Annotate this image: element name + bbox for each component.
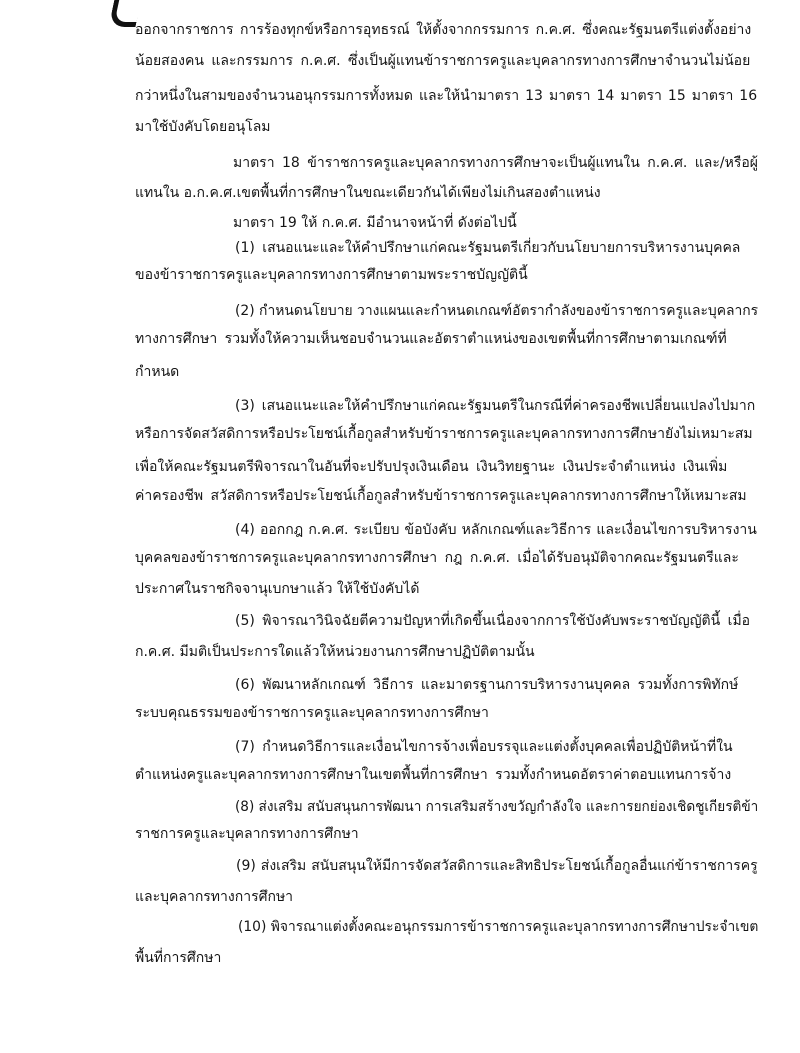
- text-line: (2) กำหนดนโยบาย วางแผนและกำหนดเกณฑ์อัตรากำลังของข้าราชการครูและบุคลากร: [235, 303, 759, 319]
- text-line: หรือการจัดสวัสดิการหรือประโยชน์เกื้อกูลสำหรับข้าราชการครูและบุคลากรทางการศึกษายังไม่เหมาะสม: [135, 426, 753, 442]
- text-line: ตำแหน่งครูและบุคลากรทางการศึกษาในเขตพื้นที่การศึกษา รวมทั้งกำหนดอัตราค่าตอบแทนการจ้าง: [135, 767, 732, 783]
- text-line: เพื่อให้คณะรัฐมนตรีพิจารณาในอันที่จะปรับปรุงเงินเดือน เงินวิทยฐานะ เงินประจำตำแหน่ง เงินเพิ่ม: [135, 459, 728, 475]
- text-line: กว่าหนึ่งในสามของจำนวนอนุกรรมการทั้งหมด และให้นำมาตรา 13 มาตรา 14 มาตรา 15 มาตรา 16: [135, 88, 758, 104]
- text-line: น้อยสองคน และกรรมการ ก.ค.ศ. ซึ่งเป็นผู้แทนข้าราชการครูและบุคลากรทางการศึกษาจำนวนไม่น้อย: [135, 53, 751, 69]
- text-line: (1) เสนอแนะและให้คำปรึกษาแก่คณะรัฐมนตรีเกี่ยวกับนโยบายการบริหารงานบุคคล: [235, 240, 741, 256]
- text-line: ของข้าราชการครูและบุคลากรทางการศึกษาตามพระราชบัญญัตินี้: [135, 267, 528, 283]
- text-line: ประกาศในราชกิจจานุเบกษาแล้ว ให้ใช้บังคับได้: [135, 581, 420, 597]
- text-line: พื้นที่การศึกษา: [135, 950, 222, 966]
- text-line: (3) เสนอแนะและให้คำปรึกษาแก่คณะรัฐมนตรีในกรณีที่ค่าครองชีพเปลี่ยนแปลงไปมาก: [235, 398, 756, 414]
- text-line: ออกจากราชการ การร้องทุกข์หรือการอุทธรณ์ ให้ตั้งจากกรรมการ ก.ค.ศ. ซึ่งคณะรัฐมนตรีแต่งตั้งอย่าง: [135, 22, 752, 38]
- text-line: (8) ส่งเสริม สนับสนุนการพัฒนา การเสริมสร้างขวัญกำลังใจ และการยกย่องเชิดชูเกียรติข้า: [235, 799, 759, 815]
- text-line: ก.ค.ศ. มีมติเป็นประการใดแล้วให้หน่วยงานการศึกษาปฏิบัติตามนั้น: [135, 644, 535, 660]
- text-line: ระบบคุณธรรมของข้าราชการครูและบุคลากรทางการศึกษา: [135, 705, 489, 721]
- text-line: ทางการศึกษา รวมทั้งให้ความเห็นชอบจำนวนและอัตราตำแหน่งของเขตพื้นที่การศึกษาตามเกณฑ์ที่: [135, 331, 727, 347]
- text-line: บุคคลของข้าราชการครูและบุคลากรทางการศึกษา กฎ ก.ค.ศ. เมื่อได้รับอนุมัติจากคณะรัฐมนตรีและ: [135, 550, 739, 566]
- text-line: มาตรา 18 ข้าราชการครูและบุคลากรทางการศึกษาจะเป็นผู้แทนใน ก.ค.ศ. และ/หรือผู้: [233, 155, 758, 171]
- text-line: (4) ออกกฎ ก.ค.ศ. ระเบียบ ข้อบังคับ หลักเกณฑ์และวิธีการ และเงื่อนไขการบริหารงาน: [235, 522, 757, 538]
- text-line: (7) กำหนดวิธีการและเงื่อนไขการจ้างเพื่อบรรจุและแต่งตั้งบุคคลเพื่อปฏิบัติหน้าที่ใน: [235, 739, 733, 755]
- text-line: (5) พิจารณาวินิจฉัยตีความปัญหาที่เกิดขึ้นเนื่องจากการใช้บังคับพระราชบัญญัตินี้ เมื่อ: [235, 613, 751, 629]
- text-line: มาใช้บังคับโดยอนุโลม: [135, 119, 271, 135]
- text-line: (6) พัฒนาหลักเกณฑ์ วิธีการ และมาตรฐานการบริหารงานบุคคล รวมทั้งการพิทักษ์: [235, 677, 739, 693]
- text-line: แทนใน อ.ก.ค.ศ.เขตพื้นที่การศึกษาในขณะเดียวกันได้เพียงไม่เกินสองตำแหน่ง: [135, 185, 601, 201]
- text-line: (9) ส่งเสริม สนับสนุนให้มีการจัดสวัสดิการและสิทธิประโยชน์เกื้อกูลอื่นแก่ข้าราชการครู: [236, 858, 758, 874]
- text-line: และบุคลากรทางการศึกษา: [135, 889, 294, 905]
- text-line: (10) พิจารณาแต่งตั้งคณะอนุกรรมการข้าราชการครูและบุลากรทางการศึกษาประจำเขต: [238, 919, 759, 935]
- text-line: ราชการครูและบุคลากรทางการศึกษา: [135, 826, 359, 842]
- text-line: มาตรา 19 ให้ ก.ค.ศ. มีอำนาจหน้าที่ ดังต่อไปนี้: [233, 215, 517, 231]
- text-line: กำหนด: [135, 364, 180, 380]
- text-line: ค่าครองชีพ สวัสดิการหรือประโยชน์เกื้อกูลสำหรับข้าราชการครูและบุคลากรทางการศึกษาให้เหมาะสม: [135, 488, 747, 504]
